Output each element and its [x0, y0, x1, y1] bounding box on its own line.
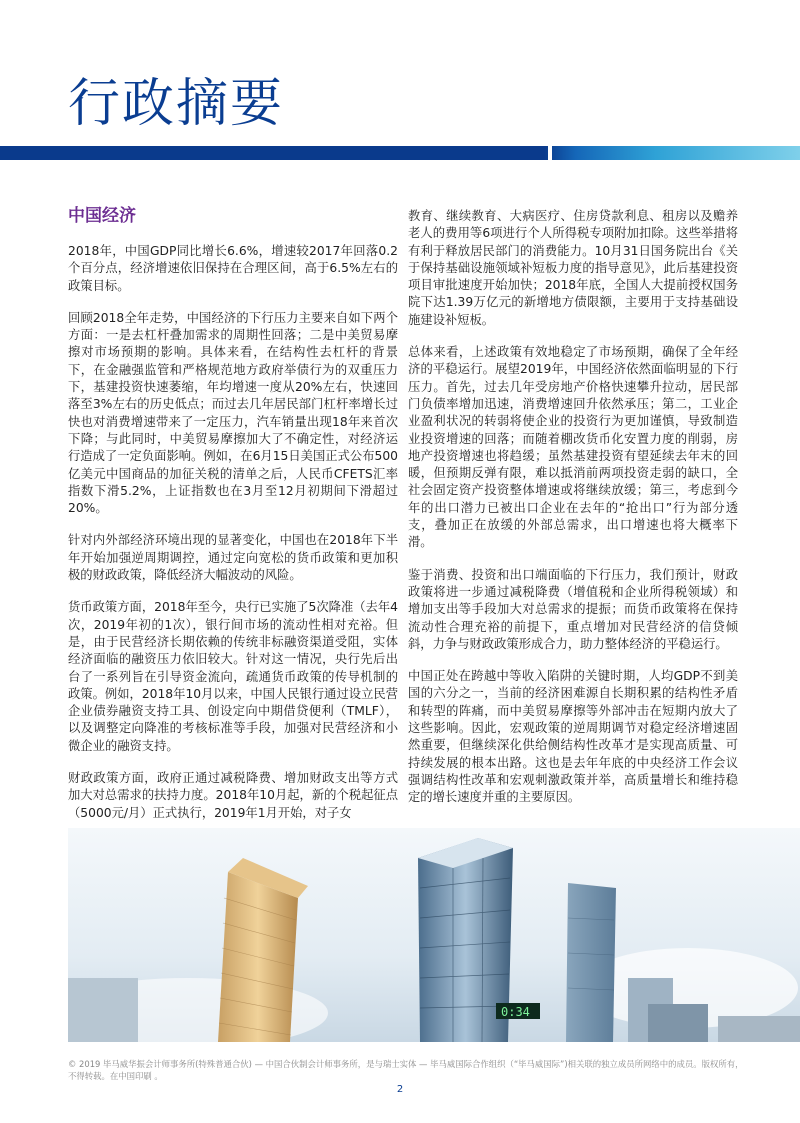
- right-column: [408, 208, 738, 822]
- right-paragraph-1: 教育、继续教育、大病医疗、住房贷款利息、租房以及赡养老人的费用等6项进行个人所得税专项附加扣除。这些举措将有利于释放居民部门的消费能力。10月31日国务院出台《关于保持基础设施领域补短板力度的指导意见》，此后基建投资项目审批速度开始加快；2018年底，全国人大提前授权国务院下达1.39万亿元的新增地方债限额，主要用于支持基础设施建设补短板。: [408, 209, 738, 327]
- left-column: [68, 205, 398, 837]
- left-paragraph-3: 针对内外部经济环境出现的显著变化，中国也在2018年下半年开始加强逆周期调控，通过定向宽松的货币政策和更加积极的财政政策，降低经济大幅波动的风险。: [68, 533, 398, 583]
- header-band-divider: [548, 146, 552, 160]
- left-paragraph-2: 回顾2018全年走势，中国经济的下行压力主要来自如下两个方面：一是去杠杆叠加需求的周期性回落；二是中美贸易摩擦对市场预期的影响。具体来看，在结构性去杠杆的背景下，在金融强监管和严格规范地方政府举债行为的双重压力下，基建投资快速萎缩，年均增速一度从20%左右，快速回落至3%左右的历史低点；而过去几年居民部门杠杆率增长过快也对消费增速带来了一定压力，汽车销量出现18年来首次下降；与此同时，中美贸易摩擦加大了不确定性，对经济运行造成了一定负面影响。例如，在6月15日美国正式公布500亿美元中国商品的加征关税的清单之后，人民币CFETS汇率指数下滑5.2%，上证指数也在3月至12月初期间下滑超过20%。: [68, 310, 398, 516]
- skyscraper-photo: [68, 828, 800, 1042]
- skyscraper-illustration: [68, 828, 800, 1042]
- left-paragraph-4: 货币政策方面，2018年至今，央行已实施了5次降准（去年4次，2019年初的1次），银行间市场的流动性相对充裕。但是，由于民营经济长期依赖的传统非标融资渠道受阻，实体经济面临的融资压力依旧较大。针对这一情况，央行先后出台了一系列旨在引导资金流向，疏通货币政策的传导机制的政策。例如，2018年10月以来，中国人民银行通过设立民营企业债券融资支持工具、创设定向中期借贷便利（TMLF），以及调整定向降准的考核标准等手段，加强对民营经济和小微企业的融资支持。: [68, 600, 398, 753]
- copyright-notice: © 2019 毕马威华振会计师事务所(特殊普通合伙) — 中国合伙制会计师事务所，是与瑞士实体 — 毕马威国际合作组织（“毕马威国际”)相关联的独立成员所网络中的成员。版权所有，不得转载。在中国印刷 。: [68, 1059, 744, 1081]
- right-paragraph-4: 中国正处在跨越中等收入陷阱的关键时期，人均GDP不到美国的六分之一，当前的经济困难源自长期积累的结构性矛盾和转型的阵痛，而中美贸易摩擦等外部冲击在短期内放大了这些影响。因此，宏观政策的逆周期调节对稳定经济增速固然重要，但继续深化供给侧结构性改革才是实现高质量、可持续发展的根本出路。这也是去年年底的中央经济工作会议强调结构性改革和宏观刺激政策并举，高质量增长和维持稳定的增长速度并重的主要原因。: [408, 669, 738, 805]
- page-number: 2: [396, 1084, 404, 1095]
- header-band: [0, 146, 800, 160]
- left-paragraph-5: 财政政策方面，政府正通过减税降费、增加财政支出等方式加大对总需求的扶持力度。2018年10月起，新的个税起征点（5000元/月）正式执行，2019年1月开始，对子女: [68, 771, 398, 820]
- right-paragraph-2: 总体来看，上述政策有效地稳定了市场预期，确保了全年经济的平稳运行。展望2019年，中国经济依然面临明显的下行压力。首先，过去几年受房地产价格快速攀升拉动，居民部门负债率增加迅速，消费增速回升依然承压；第二，工业企业盈利状况的转弱将使企业的投资行为更加谨慎，导致制造业投资增速的回落；而随着棚改货币化安置力度的削弱，房地产投资增速也将趋缓；虽然基建投资有望延续去年末的回暖，但预期反弹有限，难以抵消前两项投资走弱的缺口，全社会固定资产投资整体增速或将继续放缓；第三，考虑到今年的出口潜力已被出口企业在去年的“抢出口”行为部分透支，叠加正在放缓的外部总需求，出口增速也将大概率下滑。: [408, 345, 738, 550]
- section-heading: 中国经济: [68, 206, 136, 226]
- left-paragraph-1: 2018年，中国GDP同比增长6.6%，增速较2017年回落0.2个百分点，经济增速依旧保持在合理区间，高于6.5%左右的政策目标。: [68, 244, 398, 293]
- page-title: 行政摘要: [68, 74, 285, 134]
- building-display-sign: 0:34: [501, 1005, 530, 1019]
- right-paragraph-3: 鉴于消费、投资和出口端面临的下行压力，我们预计，财政政策将进一步通过减税降费（增值税和企业所得税领域）和增加支出等手段加大对总需求的提振；而货币政策将在保持流动性合理充裕的前提下，重点增加对民营经济的信贷倾斜，力争与财政政策形成合力，助力整体经济的平稳运行。: [408, 567, 738, 651]
